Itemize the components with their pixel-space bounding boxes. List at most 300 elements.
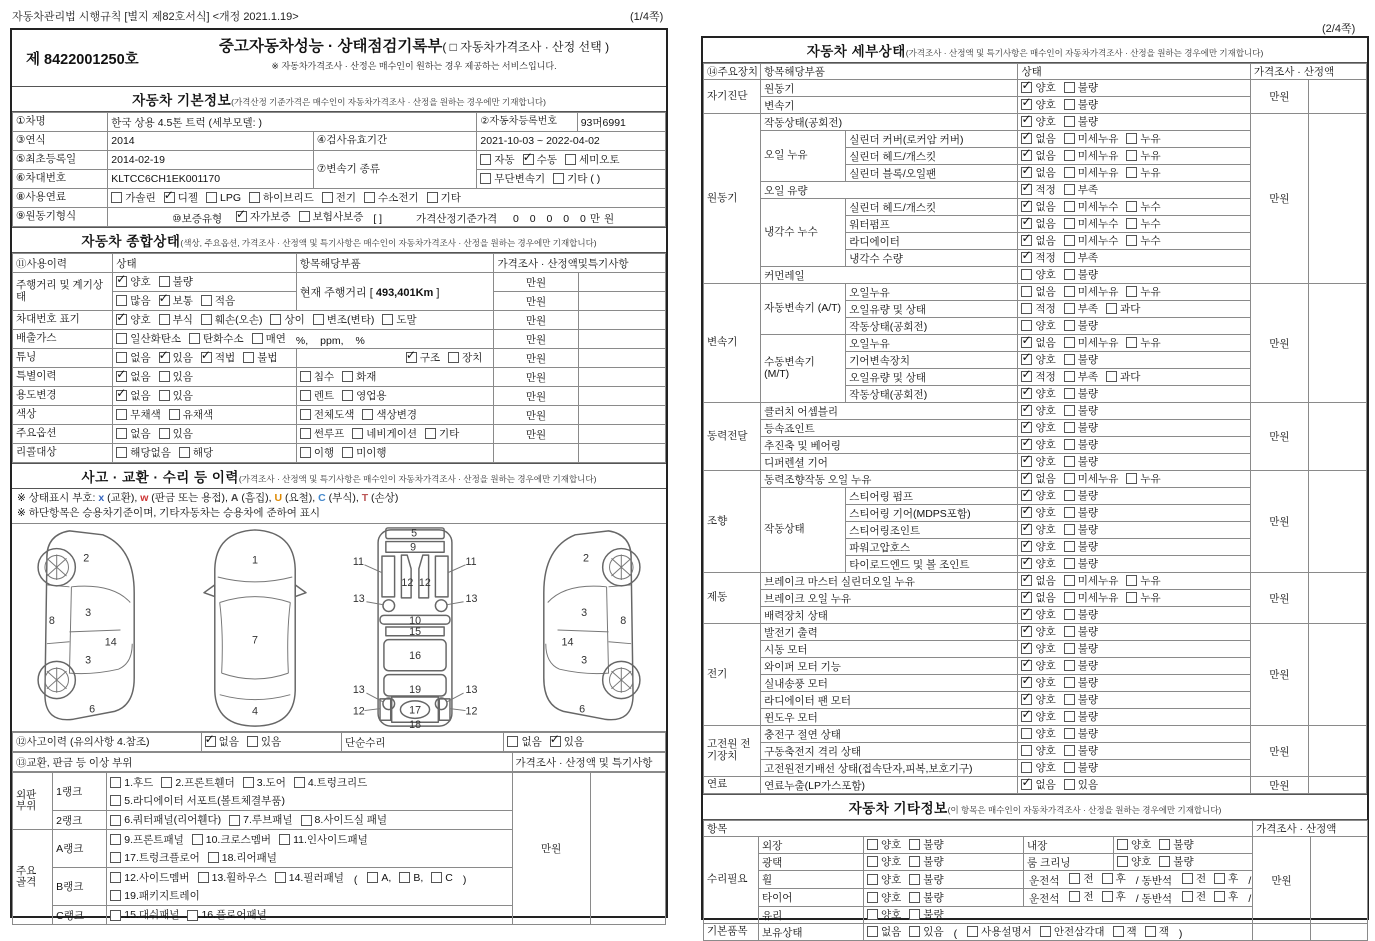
checkbox-option[interactable] [1021,216,1055,231]
checkbox-unchecked[interactable] [342,447,353,458]
checkbox-checked[interactable] [1021,252,1032,263]
checkbox-option[interactable] [1064,267,1098,282]
checkbox-unchecked[interactable] [342,371,353,382]
checkbox-unchecked[interactable] [300,428,311,439]
checkbox-option[interactable] [1064,233,1119,248]
checkbox-option[interactable] [1064,352,1098,367]
checkbox-unchecked[interactable] [1126,201,1137,212]
checkbox-option[interactable] [1102,871,1126,886]
checkbox-unchecked[interactable] [1064,201,1075,212]
checkbox-option[interactable] [909,890,943,905]
checkbox-unchecked[interactable] [1069,891,1080,902]
checkbox-unchecked[interactable] [116,352,127,363]
checkbox-checked[interactable] [1021,167,1032,178]
checkbox-option[interactable] [1102,889,1126,904]
checkbox-unchecked[interactable] [1064,728,1075,739]
checkbox-unchecked[interactable] [1064,337,1075,348]
checkbox-option[interactable] [1064,284,1119,299]
checkbox-option[interactable] [1064,80,1098,95]
checkbox-option[interactable] [300,426,344,441]
checkbox-option[interactable] [425,426,459,441]
checkbox-option[interactable] [1021,624,1055,639]
checkbox-option[interactable] [1106,369,1140,384]
checkbox-unchecked[interactable] [1021,745,1032,756]
checkbox-checked[interactable] [116,390,127,401]
checkbox-unchecked[interactable] [110,910,121,921]
checkbox-checked[interactable] [1021,439,1032,450]
checkbox-unchecked[interactable] [1064,371,1075,382]
checkbox-option[interactable] [1021,556,1055,571]
checkbox-option[interactable] [1117,837,1151,852]
checkbox-unchecked[interactable] [279,834,290,845]
checkbox-unchecked[interactable] [1064,286,1075,297]
checkbox-checked[interactable] [406,352,417,363]
checkbox-checked[interactable] [1021,660,1032,671]
checkbox-unchecked[interactable] [1021,320,1032,331]
checkbox-unchecked[interactable] [116,295,127,306]
checkbox-unchecked[interactable] [159,314,170,325]
checkbox-unchecked[interactable] [300,371,311,382]
checkbox-unchecked[interactable] [1064,167,1075,178]
checkbox-option[interactable] [279,831,368,849]
checkbox-option[interactable] [161,774,234,792]
checkbox-unchecked[interactable] [909,874,920,885]
checkbox-unchecked[interactable] [1064,711,1075,722]
checkbox-option[interactable] [110,774,153,792]
checkbox-option[interactable] [205,734,239,749]
checkbox-unchecked[interactable] [201,314,212,325]
checkbox-option[interactable] [1021,658,1055,673]
checkbox-option[interactable] [1021,403,1055,418]
checkbox-unchecked[interactable] [480,154,491,165]
checkbox-option[interactable] [1064,199,1119,214]
checkbox-option[interactable] [164,190,198,205]
checkbox-option[interactable] [110,906,179,924]
checkbox-option[interactable] [1021,437,1055,452]
checkbox-option[interactable] [1021,80,1055,95]
checkbox-option[interactable] [1064,250,1098,265]
checkbox-option[interactable] [364,190,419,205]
checkbox-checked[interactable] [1021,592,1032,603]
checkbox-unchecked[interactable] [425,428,436,439]
checkbox-checked[interactable] [1021,82,1032,93]
checkbox-option[interactable] [301,811,388,829]
checkbox-unchecked[interactable] [192,834,203,845]
checkbox-option[interactable] [1064,624,1098,639]
checkbox-unchecked[interactable] [313,314,324,325]
checkbox-unchecked[interactable] [1126,592,1137,603]
checkbox-unchecked[interactable] [110,795,121,806]
checkbox-option[interactable] [1064,590,1119,605]
checkbox-unchecked[interactable] [867,874,878,885]
checkbox-option[interactable] [110,887,199,905]
checkbox-unchecked[interactable] [179,447,190,458]
checkbox-option[interactable] [1021,148,1055,163]
checkbox-option[interactable] [1021,539,1055,554]
checkbox-option[interactable] [1064,760,1098,775]
checkbox-option[interactable] [1021,114,1055,129]
checkbox-option[interactable] [1064,539,1098,554]
checkbox-unchecked[interactable] [1064,473,1075,484]
checkbox-option[interactable] [867,872,901,887]
checkbox-unchecked[interactable] [201,295,212,306]
checkbox-unchecked[interactable] [1126,286,1137,297]
checkbox-option[interactable] [909,924,943,939]
checkbox-unchecked[interactable] [1126,337,1137,348]
checkbox-unchecked[interactable] [1106,303,1117,314]
checkbox-unchecked[interactable] [252,333,263,344]
checkbox-option[interactable] [1021,131,1055,146]
checkbox-unchecked[interactable] [399,872,410,883]
checkbox-option[interactable] [1064,437,1098,452]
checkbox-unchecked[interactable] [1064,354,1075,365]
checkbox-option[interactable] [342,369,376,384]
checkbox-option[interactable] [300,407,355,422]
checkbox-unchecked[interactable] [342,390,353,401]
checkbox-checked[interactable] [236,211,247,222]
checkbox-unchecked[interactable] [867,839,878,850]
checkbox-checked[interactable] [1021,456,1032,467]
checkbox-unchecked[interactable] [1126,235,1137,246]
checkbox-checked[interactable] [1021,507,1032,518]
checkbox-option[interactable] [1021,420,1055,435]
checkbox-option[interactable] [1021,692,1055,707]
checkbox-unchecked[interactable] [1064,150,1075,161]
checkbox-unchecked[interactable] [1064,218,1075,229]
checkbox-checked[interactable] [1021,643,1032,654]
checkbox-option[interactable] [1064,148,1119,163]
checkbox-option[interactable] [252,331,286,346]
checkbox-unchecked[interactable] [1064,779,1075,790]
checkbox-option[interactable] [1021,760,1055,775]
checkbox-unchecked[interactable] [382,314,393,325]
checkbox-option[interactable] [1064,658,1098,673]
checkbox-unchecked[interactable] [553,173,564,184]
checkbox-option[interactable] [1064,471,1119,486]
checkbox-option[interactable] [1021,182,1055,197]
checkbox-unchecked[interactable] [1159,839,1170,850]
checkbox-option[interactable] [1064,318,1098,333]
checkbox-option[interactable] [1021,199,1055,214]
checkbox-unchecked[interactable] [507,736,518,747]
checkbox-unchecked[interactable] [352,428,363,439]
checkbox-unchecked[interactable] [1117,839,1128,850]
checkbox-unchecked[interactable] [1064,388,1075,399]
checkbox-option[interactable] [169,407,213,422]
checkbox-unchecked[interactable] [300,409,311,420]
checkbox-option[interactable] [294,774,367,792]
checkbox-option[interactable] [1064,488,1098,503]
checkbox-option[interactable] [1064,522,1098,537]
checkbox-checked[interactable] [116,314,127,325]
checkbox-unchecked[interactable] [110,777,121,788]
checkbox-option[interactable] [1021,471,1055,486]
checkbox-option[interactable] [322,190,356,205]
checkbox-unchecked[interactable] [116,447,127,458]
checkbox-unchecked[interactable] [322,192,333,203]
checkbox-option[interactable] [1064,675,1098,690]
checkbox-checked[interactable] [1021,677,1032,688]
checkbox-option[interactable] [1113,924,1137,939]
checkbox-unchecked[interactable] [480,173,491,184]
checkbox-option[interactable] [867,837,901,852]
checkbox-checked[interactable] [164,192,175,203]
checkbox-option[interactable] [159,312,193,327]
checkbox-unchecked[interactable] [1117,856,1128,867]
checkbox-unchecked[interactable] [1064,303,1075,314]
checkbox-unchecked[interactable] [362,409,373,420]
checkbox-checked[interactable] [550,736,561,747]
checkbox-option[interactable] [362,407,417,422]
checkbox-checked[interactable] [1021,490,1032,501]
checkbox-option[interactable] [1021,675,1055,690]
checkbox-option[interactable] [867,907,901,922]
checkbox-unchecked[interactable] [1064,507,1075,518]
checkbox-option[interactable] [116,293,150,308]
checkbox-option[interactable] [909,872,943,887]
checkbox-unchecked[interactable] [299,211,310,222]
checkbox-option[interactable] [116,312,150,327]
checkbox-checked[interactable] [1021,337,1032,348]
checkbox-option[interactable] [1126,148,1160,163]
checkbox-checked[interactable] [116,276,127,287]
checkbox-unchecked[interactable] [1064,116,1075,127]
checkbox-checked[interactable] [1021,694,1032,705]
checkbox-option[interactable] [1064,454,1098,469]
checkbox-option[interactable] [110,849,199,867]
checkbox-option[interactable] [299,209,364,224]
checkbox-checked[interactable] [205,736,216,747]
checkbox-checked[interactable] [1021,524,1032,535]
checkbox-option[interactable] [300,388,334,403]
checkbox-option[interactable] [110,831,183,849]
checkbox-checked[interactable] [1021,235,1032,246]
checkbox-option[interactable] [1021,301,1055,316]
price-survey-select-option[interactable]: ( □ 자동차가격조사 · 산정 선택 ) [442,40,610,54]
checkbox-unchecked[interactable] [1064,320,1075,331]
checkbox-option[interactable] [1021,386,1055,401]
checkbox-option[interactable] [179,445,213,460]
checkbox-unchecked[interactable] [159,276,170,287]
checkbox-checked[interactable] [116,371,127,382]
checkbox-unchecked[interactable] [1064,626,1075,637]
checkbox-checked[interactable] [1021,150,1032,161]
checkbox-unchecked[interactable] [1064,235,1075,246]
checkbox-checked[interactable] [1021,354,1032,365]
checkbox-option[interactable] [275,869,344,887]
checkbox-option[interactable] [1021,709,1055,724]
checkbox-unchecked[interactable] [431,872,442,883]
checkbox-option[interactable] [1040,924,1105,939]
checkbox-unchecked[interactable] [1064,575,1075,586]
checkbox-checked[interactable] [1021,609,1032,620]
checkbox-option[interactable] [967,924,1032,939]
checkbox-option[interactable] [1021,505,1055,520]
checkbox-option[interactable] [1021,777,1055,792]
checkbox-option[interactable] [1064,403,1098,418]
checkbox-unchecked[interactable] [270,314,281,325]
checkbox-unchecked[interactable] [208,852,219,863]
checkbox-option[interactable] [565,152,620,167]
checkbox-unchecked[interactable] [1126,473,1137,484]
checkbox-unchecked[interactable] [1064,456,1075,467]
checkbox-checked[interactable] [1021,184,1032,195]
checkbox-unchecked[interactable] [364,192,375,203]
checkbox-option[interactable] [201,293,235,308]
checkbox-option[interactable] [198,869,267,887]
checkbox-unchecked[interactable] [189,333,200,344]
checkbox-option[interactable] [523,152,557,167]
checkbox-unchecked[interactable] [1064,184,1075,195]
checkbox-option[interactable] [116,369,150,384]
checkbox-unchecked[interactable] [1102,873,1113,884]
checkbox-option[interactable] [1126,573,1160,588]
checkbox-option[interactable] [480,171,545,186]
checkbox-unchecked[interactable] [1021,269,1032,280]
checkbox-unchecked[interactable] [111,192,122,203]
checkbox-option[interactable] [406,350,440,365]
checkbox-unchecked[interactable] [1126,150,1137,161]
checkbox-option[interactable] [110,792,285,810]
checkbox-unchecked[interactable] [867,856,878,867]
checkbox-option[interactable] [867,890,901,905]
checkbox-option[interactable] [448,350,482,365]
checkbox-option[interactable] [159,426,193,441]
checkbox-option[interactable] [867,854,901,869]
checkbox-checked[interactable] [201,352,212,363]
checkbox-checked[interactable] [1021,201,1032,212]
checkbox-unchecked[interactable] [1021,728,1032,739]
checkbox-option[interactable] [1126,216,1160,231]
checkbox-unchecked[interactable] [275,872,286,883]
checkbox-option[interactable] [1145,924,1169,939]
checkbox-option[interactable] [111,190,155,205]
checkbox-option[interactable] [1126,165,1160,180]
checkbox-option[interactable] [1064,641,1098,656]
checkbox-option[interactable] [550,734,584,749]
checkbox-unchecked[interactable] [1126,167,1137,178]
checkbox-option[interactable] [192,831,271,849]
checkbox-option[interactable] [1021,165,1055,180]
checkbox-unchecked[interactable] [243,352,254,363]
checkbox-option[interactable] [480,152,514,167]
checkbox-checked[interactable] [1021,473,1032,484]
checkbox-option[interactable] [1064,556,1098,571]
checkbox-unchecked[interactable] [1021,303,1032,314]
checkbox-checked[interactable] [1021,626,1032,637]
checkbox-option[interactable] [1064,743,1098,758]
checkbox-unchecked[interactable] [1064,541,1075,552]
checkbox-option[interactable] [342,445,386,460]
checkbox-option[interactable] [1064,777,1098,792]
checkbox-unchecked[interactable] [110,852,121,863]
checkbox-option[interactable] [1126,590,1160,605]
checkbox-option[interactable] [1064,182,1098,197]
checkbox-unchecked[interactable] [294,777,305,788]
checkbox-option[interactable] [300,369,334,384]
checkbox-option[interactable] [1182,871,1206,886]
checkbox-unchecked[interactable] [909,892,920,903]
checkbox-option[interactable] [909,837,943,852]
checkbox-option[interactable] [1069,871,1093,886]
checkbox-unchecked[interactable] [1064,490,1075,501]
checkbox-checked[interactable] [1021,133,1032,144]
checkbox-option[interactable] [1021,318,1055,333]
checkbox-option[interactable] [247,734,281,749]
checkbox-checked[interactable] [159,295,170,306]
checkbox-option[interactable] [159,369,193,384]
checkbox-option[interactable] [201,350,235,365]
checkbox-unchecked[interactable] [448,352,459,363]
checkbox-unchecked[interactable] [1214,891,1225,902]
checkbox-option[interactable] [1064,386,1098,401]
checkbox-option[interactable] [1021,726,1055,741]
checkbox-option[interactable] [1021,267,1055,282]
checkbox-option[interactable] [116,388,150,403]
checkbox-option[interactable] [159,388,193,403]
checkbox-checked[interactable] [159,352,170,363]
checkbox-checked[interactable] [1021,779,1032,790]
checkbox-unchecked[interactable] [367,872,378,883]
checkbox-unchecked[interactable] [1064,677,1075,688]
checkbox-option[interactable] [909,854,943,869]
checkbox-option[interactable] [427,190,461,205]
checkbox-option[interactable] [189,331,244,346]
checkbox-option[interactable] [399,869,423,887]
checkbox-option[interactable] [1126,233,1160,248]
checkbox-unchecked[interactable] [159,428,170,439]
checkbox-unchecked[interactable] [301,815,312,826]
checkbox-option[interactable] [1214,889,1238,904]
checkbox-checked[interactable] [1021,116,1032,127]
checkbox-option[interactable] [1064,709,1098,724]
checkbox-unchecked[interactable] [909,856,920,867]
checkbox-option[interactable] [1069,889,1093,904]
checkbox-option[interactable] [1021,233,1055,248]
checkbox-option[interactable] [1126,199,1160,214]
checkbox-unchecked[interactable] [110,890,121,901]
checkbox-unchecked[interactable] [300,390,311,401]
checkbox-unchecked[interactable] [1064,694,1075,705]
checkbox-checked[interactable] [1021,405,1032,416]
checkbox-unchecked[interactable] [1064,405,1075,416]
checkbox-option[interactable] [300,445,334,460]
checkbox-unchecked[interactable] [1064,558,1075,569]
checkbox-option[interactable] [243,350,277,365]
checkbox-unchecked[interactable] [198,872,209,883]
checkbox-option[interactable] [867,924,901,939]
checkbox-option[interactable] [1021,590,1055,605]
checkbox-option[interactable] [1021,488,1055,503]
checkbox-unchecked[interactable] [159,371,170,382]
checkbox-option[interactable] [1021,97,1055,112]
checkbox-unchecked[interactable] [1214,873,1225,884]
checkbox-option[interactable] [1159,837,1193,852]
checkbox-option[interactable] [1064,607,1098,622]
checkbox-option[interactable] [1064,216,1119,231]
checkbox-option[interactable] [110,811,221,829]
checkbox-unchecked[interactable] [1064,422,1075,433]
checkbox-option[interactable] [1021,743,1055,758]
checkbox-option[interactable] [236,209,291,224]
checkbox-option[interactable] [1021,250,1055,265]
checkbox-unchecked[interactable] [1064,252,1075,263]
checkbox-unchecked[interactable] [909,909,920,920]
checkbox-option[interactable] [1021,284,1055,299]
checkbox-option[interactable] [116,274,150,289]
checkbox-unchecked[interactable] [1064,439,1075,450]
checkbox-unchecked[interactable] [116,428,127,439]
